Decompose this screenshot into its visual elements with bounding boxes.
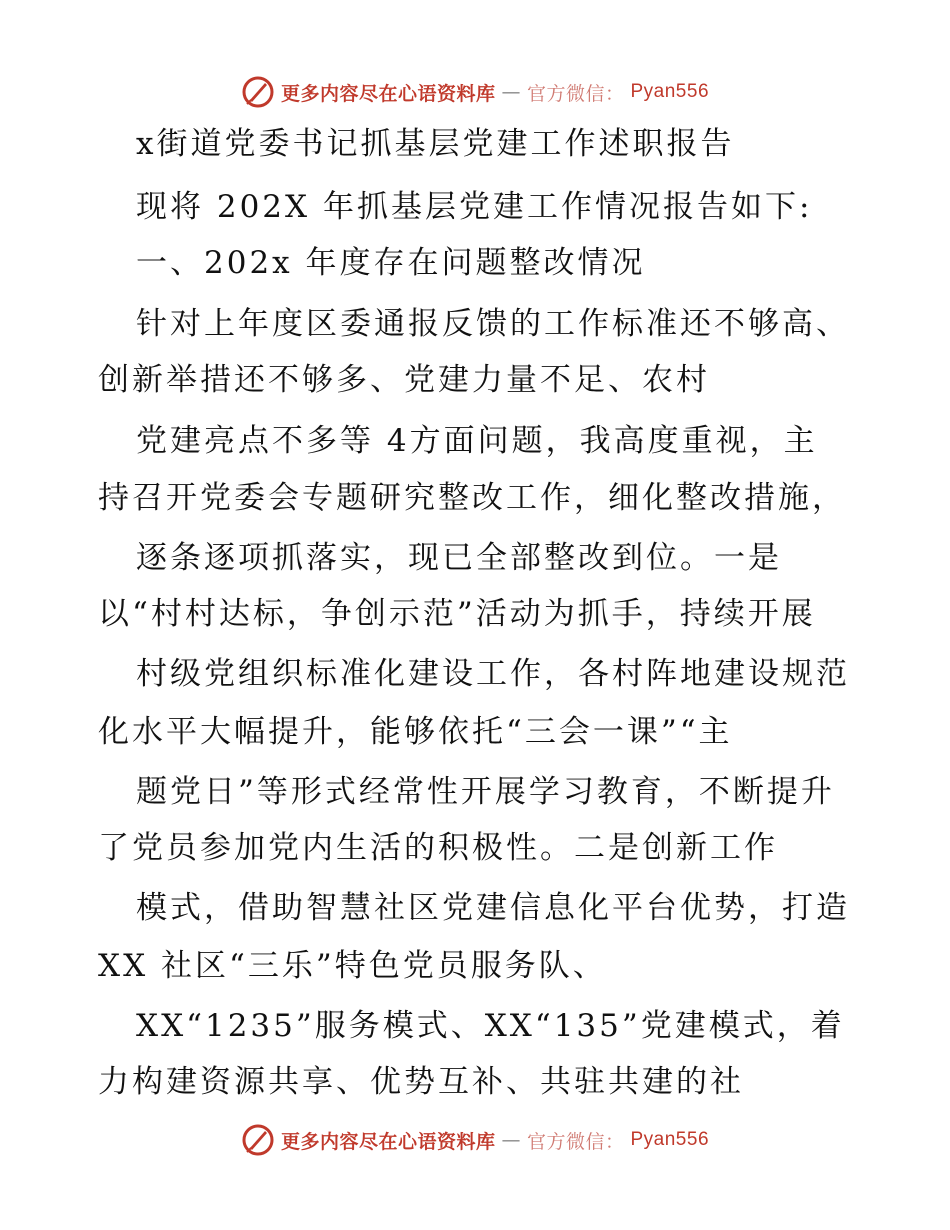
quill-pen-logo-icon: [241, 1123, 275, 1157]
document-title: x街道党委书记抓基层党建工作述职报告: [136, 126, 735, 162]
quill-pen-logo-icon: [241, 75, 275, 109]
banner-separator: —: [501, 81, 521, 103]
text-line: 模式，借助智慧社区党建信息化平台优势，打造: [136, 890, 850, 926]
banner-main-text: 更多内容尽在心语资料库: [280, 1130, 496, 1153]
banner-wechat-id: Pyan556: [630, 81, 710, 102]
banner-wechat-id: Pyan556: [630, 1129, 710, 1150]
text-line: XX“1235”服务模式、XX“135”党建模式，着: [136, 1008, 845, 1044]
header-banner: [0, 72, 950, 112]
text-line: 了党员参加党内生活的积极性。二是创新工作: [98, 830, 778, 866]
banner-main-text: 更多内容尽在心语资料库: [280, 82, 496, 105]
text-line: 党建亮点不多等 4方面问题，我高度重视，主: [136, 423, 818, 459]
text-line: 持召开党委会专题研究整改工作，细化整改措施，: [98, 480, 846, 516]
text-line: 现将 202X 年抓基层党建工作情况报告如下:: [136, 189, 813, 225]
text-line: XX 社区“三乐”特色党员服务队、: [98, 948, 607, 984]
text-line: 村级党组织标准化建设工作，各村阵地建设规范: [136, 656, 850, 692]
section-heading: 一、202x 年度存在问题整改情况: [136, 245, 646, 281]
text-line: 针对上年度区委通报反馈的工作标准还不够高、: [136, 306, 850, 342]
text-line: 题党日”等形式经常性开展学习教育，不断提升: [136, 774, 835, 810]
text-line: 逐条逐项抓落实，现已全部整改到位。一是: [136, 540, 782, 576]
text-line: 力构建资源共享、优势互补、共驻共建的社: [98, 1064, 744, 1100]
banner-separator: —: [501, 1129, 521, 1151]
text-line: 化水平大幅提升，能够依托“三会一课”“主: [98, 714, 733, 750]
text-line: 创新举措还不够多、党建力量不足、农村: [98, 362, 710, 398]
footer-banner: [0, 1120, 950, 1160]
text-line: 以“村村达标，争创示范”活动为抓手，持续开展: [98, 596, 816, 632]
banner-wechat-label: 官方微信：: [526, 1130, 625, 1153]
banner-wechat-label: 官方微信：: [526, 82, 625, 105]
